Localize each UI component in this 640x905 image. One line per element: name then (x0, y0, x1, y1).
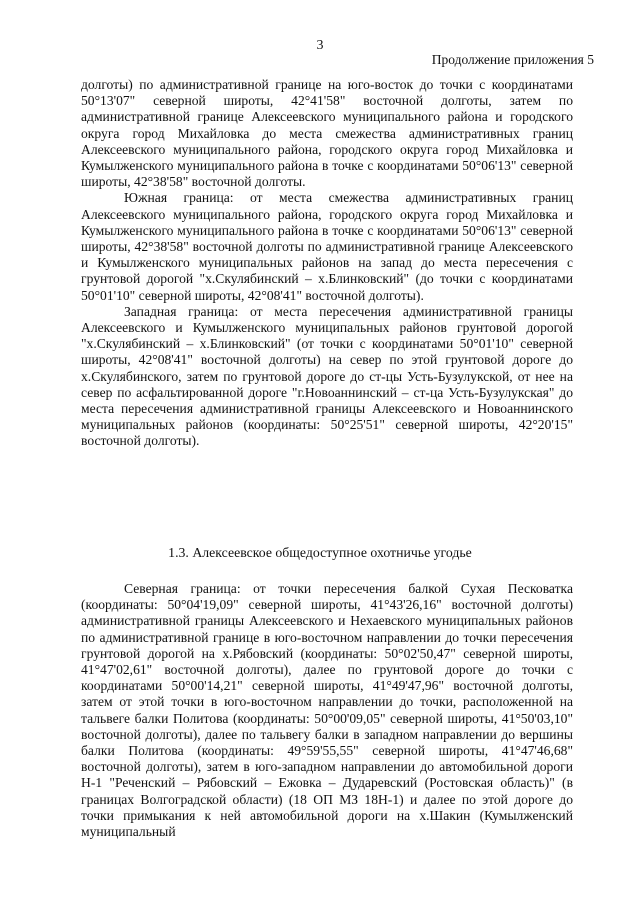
boundary-description-block (81, 77, 573, 450)
paragraph-continuation: долготы) по административной границе на юго-восток до точки с координатами 50°13'07" северной широты, 42°41'58" восточной долготы, затем по административной границе Алексеевского муниципального района и городского округа город Михайловка до места смежества административных границ Алексеевского муниципального района, городского округа город Михайловка и Кумылженского муниципального района в точке с координатами 50°06'13" северной широты, 42°38'58" восточной долготы. (81, 77, 573, 190)
paragraph-southern-boundary: Южная граница: от места смежества административных границ Алексеевского муниципального района, городского округа город Михайловка и Кумылженского муниципального района в точке с координатами 50°06'13" северной широты, 42°38'58" восточной долготы по административной границе Алексеевского и Кумылженского муниципальных районов на запад до места пересечения с грунтовой дорогой "х.Скулябинский – х.Блинковский" (до точки с координатами 50°01'10" северной широты, 42°08'41" восточной долготы). (81, 190, 573, 303)
appendix-note: Продолжение приложения 5 (431, 52, 594, 67)
section-heading: 1.3. Алексеевское общедоступное охотничье угодье (168, 545, 472, 560)
hunting-ground-description-block (81, 581, 573, 840)
page-number: 3 (316, 38, 324, 53)
paragraph-western-boundary: Западная граница: от места пересечения административной границы Алексеевского и Кумылженского муниципальных районов грунтовой дорогой "х.Скулябинский – х.Блинковский" (от точки с координатами 50°01'10" северной широты, 42°08'41" восточной долготы) на север по этой грунтовой дороге до х.Скулябинского, затем по грунтовой дороге до ст-цы Усть-Бузулукской, от нее на север по асфальтированной дороге "г.Новоаннинский – ст-ца Усть-Бузулукская" до места пересечения административной границы Алексеевского и Новоаннинского муниципальных районов (координаты: 50°25'51" северной широты, 42°20'15" восточной долготы). (81, 303, 573, 449)
paragraph-northern-boundary: Северная граница: от точки пересечения балкой Сухая Песковатка (координаты: 50°04'19,09" северной широты, 41°43'26,16" восточной долготы) административной границы Алексеевского и Нехаевского муниципальных районов по административной границе в юго-восточном направлении до точки пересечения грунтовой дорогой на х.Рябовский (координаты: 50°02'50,47" северной широты, 41°47'02,61" восточной долготы), далее по грунтовой дороге до точки с координатами 50°00'14,21" северной широты, 41°49'47,96" восточной долготы, затем от этой точки в юго-восточном направлении до точки, расположенной на тальвеге балки Политова (координаты: 50°00'09,05" северной широты, 41°50'03,10" восточной долготы), далее по тальвегу балки в западном направлении до вершины балки Политова (координаты: 49°59'55,55" северной широты, 41°47'46,68" восточной долготы), затем в юго-западном направлении до автомобильной дороги Н-1 "Реченский – Рябовский – Ежовка – Дударевский (Ростовская область)" (в границах Волгоградской области) (18 ОП МЗ 18Н-1) и далее по этой дороге до точки примыкания к ней автомобильной дороги на х.Шакин (Кумылженский муниципальный (81, 581, 573, 840)
